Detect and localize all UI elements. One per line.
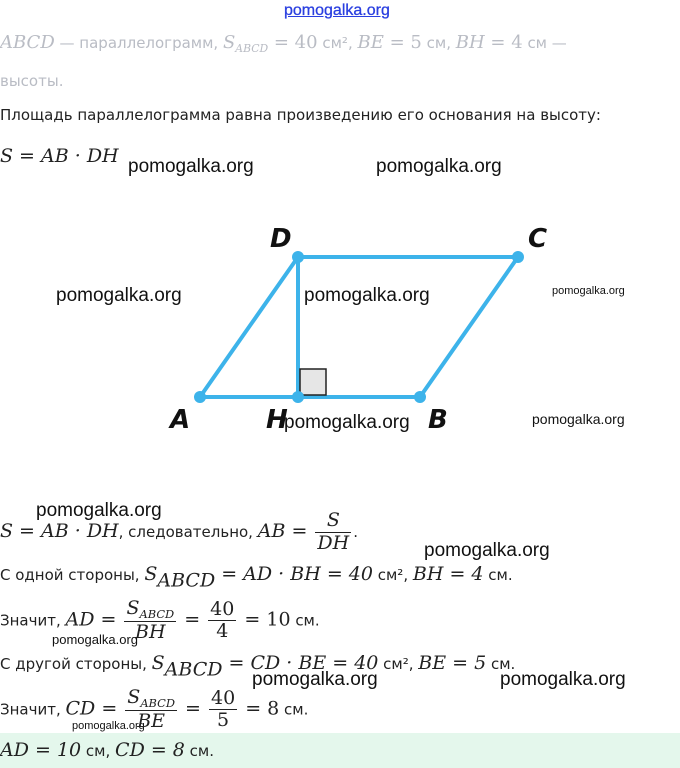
given-sep: , [446, 34, 456, 52]
watermark: pomogalka.org [500, 669, 626, 690]
step5-num [125, 687, 177, 711]
watermark-top[interactable]: pomogalka.org [284, 2, 390, 19]
step3-ad: AD = [65, 608, 123, 631]
step3-line [0, 598, 320, 644]
step2-sep: , [403, 566, 413, 584]
answer-unit1: см [81, 742, 106, 760]
step2-unit: см² [372, 566, 404, 584]
given-s-sub: ABCD [235, 41, 269, 55]
answer-line [0, 739, 214, 761]
step1-text: , следовательно, [118, 522, 258, 541]
given-eq5: = 5 [383, 32, 422, 53]
step3-unit: см. [290, 611, 320, 630]
given-text: — параллелограмм, [54, 34, 223, 52]
given-sep: , [347, 34, 358, 52]
label-d: D [270, 224, 292, 254]
step5-den2: 5 [217, 709, 230, 732]
step1-line [0, 510, 358, 555]
watermark: pomogalka.org [424, 540, 550, 561]
watermark: pomogalka.org [304, 285, 430, 306]
answer-box [0, 733, 680, 768]
given-eq40: = 40 [268, 32, 318, 53]
step1-ab: AB = [257, 519, 314, 542]
watermark: pomogalka.org [376, 156, 502, 177]
given-unit: см — [522, 34, 567, 52]
label-c: C [528, 224, 548, 254]
right-angle-mark [300, 369, 326, 395]
given-unit: см² [317, 34, 348, 52]
step5-unit: см. [279, 700, 309, 719]
step4-eq: = CD · BE = 40 [222, 652, 379, 674]
step2-unit2: см. [483, 566, 513, 584]
step1-end: . [353, 522, 359, 541]
step5-eq: = [178, 697, 207, 720]
answer-unit2: см. [184, 742, 214, 760]
step2-prefix: С одной стороны, [0, 566, 145, 584]
step4-unit2: см. [486, 655, 516, 673]
step3-fraction [124, 598, 176, 644]
watermark: pomogalka.org [128, 156, 254, 177]
point-d [292, 251, 304, 263]
step3-num [124, 598, 176, 622]
watermark: pomogalka.org [532, 411, 625, 427]
step5-fraction2 [209, 688, 237, 733]
step5-cd: CD = [65, 697, 124, 720]
step3-eq: = [178, 608, 207, 631]
step4-prefix: С другой стороны, [0, 655, 152, 673]
label-a: A [170, 405, 191, 435]
step3-fraction2 [208, 599, 236, 644]
watermark: pomogalka.org [552, 285, 625, 297]
watermark: pomogalka.org [72, 720, 145, 732]
answer-cd: CD = 8 [115, 739, 185, 761]
step5-result: = 8 [239, 697, 280, 720]
step1-fraction [315, 510, 351, 555]
point-c [512, 251, 524, 263]
watermark: pomogalka.org [284, 412, 410, 433]
watermark: pomogalka.org [56, 285, 182, 306]
step1-num: S [315, 510, 351, 533]
given-eq4: = 4 [484, 32, 523, 53]
given-be: BE [357, 32, 384, 53]
step3-prefix: Значит, [0, 611, 66, 630]
watermark: pomogalka.org [252, 669, 378, 690]
step5-prefix: Значит, [0, 700, 66, 719]
watermark: pomogalka.org [52, 632, 138, 647]
step2-eq: = AD · BH = 40 [215, 563, 373, 585]
step4-line [0, 652, 515, 681]
label-h: H [266, 405, 288, 435]
given-abcd: ABCD [0, 32, 55, 53]
step3-den2: 4 [216, 620, 229, 643]
given-s: S [222, 32, 236, 53]
step5-num-sub: ABCD [140, 695, 175, 710]
step5-fraction [125, 687, 177, 733]
step5-den: BE [137, 710, 166, 733]
step2-bh: BH = 4 [412, 563, 484, 585]
step3-result: = 10 [238, 608, 291, 631]
given-heights: высоты. [0, 72, 64, 90]
step5-num2: 40 [210, 686, 236, 709]
step1-formula: S = AB · DH [0, 519, 119, 542]
step3-num-s: S [126, 597, 140, 619]
step4-sep: , [408, 655, 419, 673]
step5-line [0, 687, 308, 733]
point-h [292, 391, 304, 403]
area-formula: S = AB · DH [0, 145, 119, 167]
step2-s: S [144, 563, 158, 585]
watermark: pomogalka.org [36, 500, 162, 521]
label-b: B [428, 405, 448, 435]
step4-s: S [151, 652, 165, 674]
parallelogram-abcd [200, 257, 518, 397]
step1-den: DH [317, 531, 350, 554]
step2-line [0, 563, 513, 592]
step4-be: BE = 5 [418, 652, 487, 674]
step4-s-sub: ABCD [164, 658, 223, 681]
answer-ad: AD = 10 [0, 739, 82, 761]
given-unit: см [421, 34, 447, 52]
answer-sep: , [105, 742, 116, 760]
area-statement: Площадь параллелограмма равна произведению его основания на высоту: [0, 106, 601, 124]
step3-den: BH [135, 621, 166, 644]
step3-num2: 40 [210, 597, 235, 620]
point-b [414, 391, 426, 403]
given-bh: BH [455, 32, 485, 53]
step3-num-sub: ABCD [139, 606, 175, 621]
step5-num-s: S [127, 686, 141, 708]
point-a [194, 391, 206, 403]
step2-s-sub: ABCD [157, 569, 216, 592]
step4-unit: см² [378, 655, 409, 673]
